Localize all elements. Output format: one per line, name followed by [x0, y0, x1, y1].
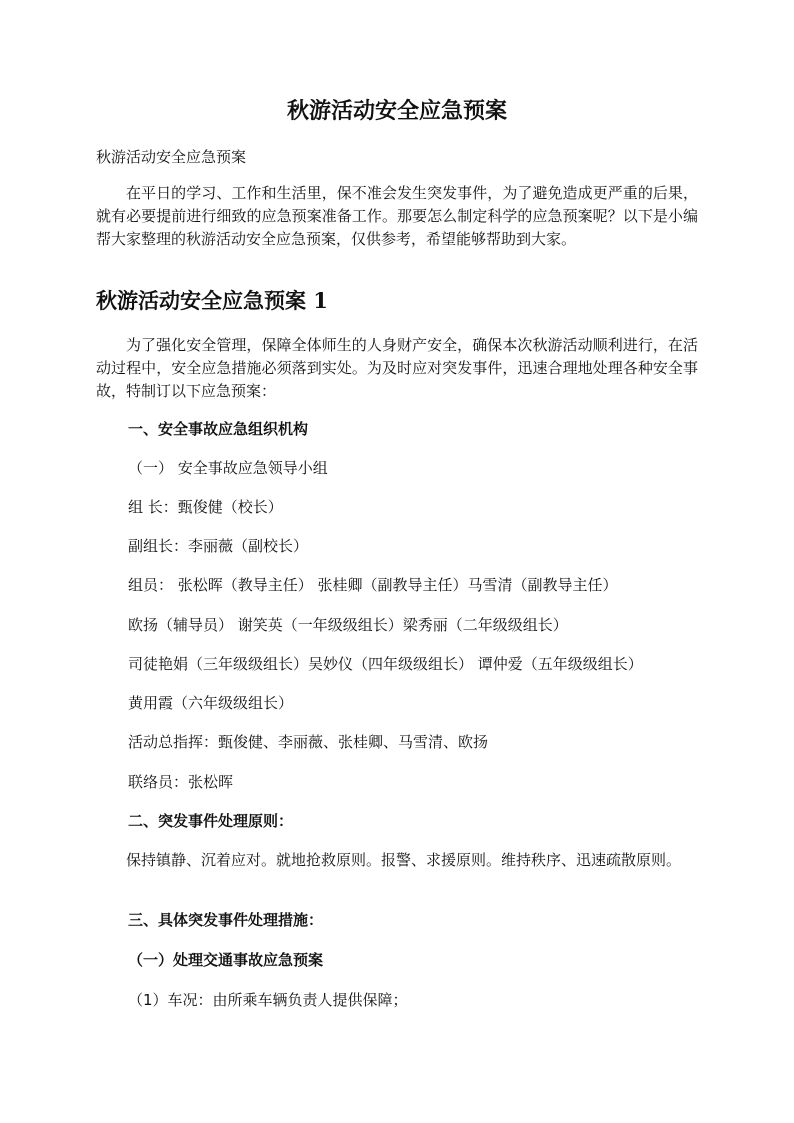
leader-group-heading: （一） 安全事故应急领导小组 — [128, 459, 328, 477]
traffic-heading: （一）处理交通事故应急预案 — [128, 951, 324, 969]
deputy-line: 副组长：李丽薇（副校长） — [128, 537, 309, 555]
commander-line: 活动总指挥：甄俊健、李丽薇、张桂卿、马雪清、欧扬 — [128, 733, 489, 751]
members-line: 组员： 张松晖（教导主任） 张桂卿（副教导主任）马雪清（副教导主任） — [128, 576, 618, 594]
principle-heading: 二、突发事件处理原则： — [128, 812, 294, 830]
members-line: 黄用霞（六年级级组长） — [128, 694, 294, 712]
members-line: 欧扬（辅导员） 谢笑英（一年级级组长）梁秀丽（二年级级组长） — [128, 616, 568, 634]
org-heading: 一、安全事故应急组织机构 — [128, 420, 309, 438]
document-title: 秋游活动安全应急预案 — [286, 98, 507, 124]
principle-paragraph: 保持镇静、沉着应对。就地抢救原则。报警、求援原则。维持秩序、迅速疏散原则。 — [126, 851, 682, 869]
section-heading: 秋游活动安全应急预案 1 — [96, 288, 328, 313]
liaison-line: 联络员：张松晖 — [128, 773, 234, 791]
intro-paragraph: 在平日的学习、工作和生活里，保不准会发生突发事件，为了避免造成更严重的后果，就有必要提前进行细致的应急预案准备工作。那要怎么制定科学的应急预案呢？以下是小编帮大家整理的秋游活动安全应急预案，仅供参考，希望能够帮助到大家。 — [96, 184, 698, 248]
traffic-item: （1）车况：由所乘车辆负责人提供保障； — [128, 991, 408, 1009]
leader-line: 组 长：甄俊健（校长） — [128, 498, 283, 516]
document-subtitle: 秋游活动安全应急预案 — [96, 148, 247, 166]
purpose-paragraph: 为了强化安全管理，保障全体师生的人身财产安全，确保本次秋游活动顺利进行，在活动过程中，安全应急措施必须落到实处。为及时应对突发事件，迅速合理地处理各种安全事故，特制订以下应急预案： — [96, 336, 698, 400]
members-line: 司徒艳娟（三年级级组长）吴妙仪（四年级级组长） 谭仲爱（五年级级组长） — [128, 655, 643, 673]
measures-heading: 三、具体突发事件处理措施： — [128, 911, 324, 929]
